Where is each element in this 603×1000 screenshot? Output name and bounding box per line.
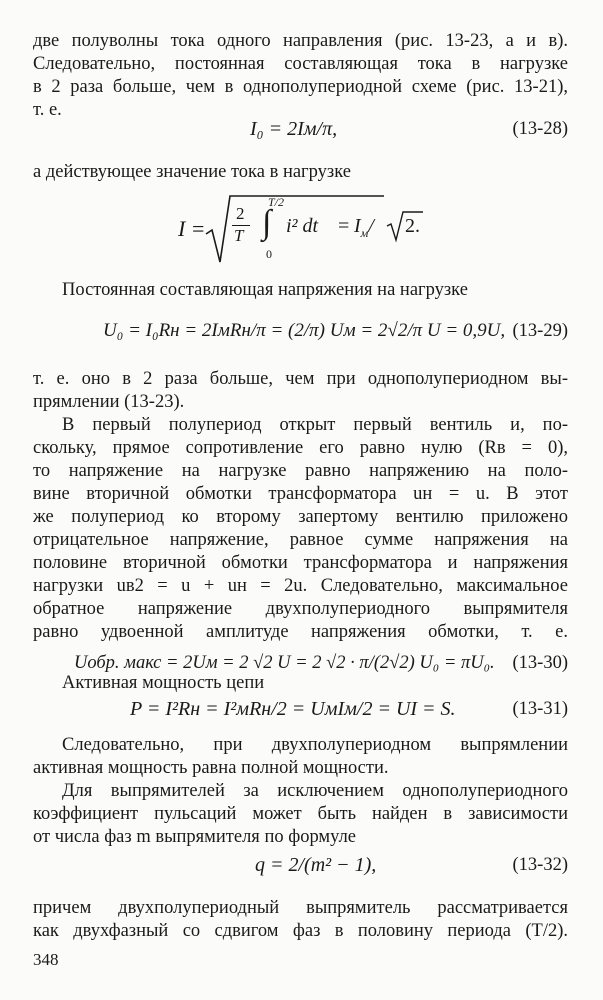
text-line: от числа фаз m выпрямителя по формуле (33, 827, 357, 847)
equation-13-31: P = I²Rн = I²мRн/2 = UмIм/2 = UI = S. (130, 698, 456, 720)
equation-13-32: q = 2/(m² − 1), (255, 854, 377, 876)
text-line: а действующее значение тока в нагрузке (33, 162, 351, 182)
text-line: две полуволны тока одного направления (рис. 13-23, а и в). (33, 31, 568, 51)
text-line: коэффициент пульсаций может быть найден в зависимости (33, 804, 568, 824)
text-line: вине вторичной обмотки трансформатора uн = u. В этот (33, 484, 568, 504)
text-line: Постоянная составляющая напряжения на нагрузке (62, 280, 468, 300)
text-line: нагрузки uв2 = u + uн = 2u. Следовательно, максимальное (33, 576, 568, 596)
text-line: отрицательное напряжение, равное сумме напряжения на (33, 530, 568, 550)
text-line: т. е. оно в 2 раза больше, чем при однополупериодном вы- (33, 369, 568, 389)
text-line: равно удвоенной амплитуде напряжения обмотки, т. е. (33, 622, 568, 642)
text-line: В первый полупериод открыт первый вентиль и, по- (62, 415, 568, 435)
text-line: скольку, прямое сопротивление его равно нулю (Rв = 0), (33, 438, 568, 458)
text-line: прямлении (13-23). (33, 392, 185, 412)
equation-number: (13-29) (512, 321, 568, 341)
equation-13-30: Uобр. макс = 2Uм = 2 √2 U = 2 √2 · π/(2√2) U₀ = πU₀. (74, 653, 495, 673)
text-line: половине вторичной обмотки трансформатора и напряжения (33, 553, 568, 573)
equation-number: (13-32) (512, 855, 568, 875)
text-line: Активная мощность цепи (62, 673, 265, 693)
text-line: же полупериод ко второму запертому вентилю приложено (33, 507, 568, 527)
text-line: как двухфазный со сдвигом фаз в половину периода (T/2). (33, 921, 568, 941)
page-number: 348 (33, 950, 59, 969)
equation-number: (13-31) (512, 699, 568, 719)
text-line: то напряжение на нагрузке равно напряжению на поло- (33, 461, 568, 481)
rms-current-equation: I = 2 T T/2 ∫ 0 i² dt = $I_м/$ 2. (178, 190, 448, 270)
text-line: активная мощность равна полной мощности. (33, 758, 389, 778)
text-line: Следовательно, постоянная составляющая тока в нагрузке (33, 54, 568, 74)
equation-number: (13-28) (512, 119, 568, 139)
equation-13-28: I₀ = 2Iм/π, (250, 118, 338, 140)
text-line: Следовательно, при двухполупериодном выпрямлении (62, 735, 568, 755)
equation-number: (13-30) (512, 653, 568, 673)
text-line: обратное напряжение двухполупериодного выпрямителя (33, 599, 568, 619)
equation-13-29: U₀ = I₀Rн = 2IмRн/π = (2/π) Uм = 2√2/π U = 0,9U, (103, 320, 506, 341)
text-line: Для выпрямителей за исключением однополупериодного (62, 781, 568, 801)
text-line: т. е. (33, 100, 62, 120)
text-line: в 2 раза больше, чем в однополупериодной схеме (рис. 13-21), (33, 77, 568, 97)
text-line: причем двухполупериодный выпрямитель рассматривается (33, 898, 568, 918)
